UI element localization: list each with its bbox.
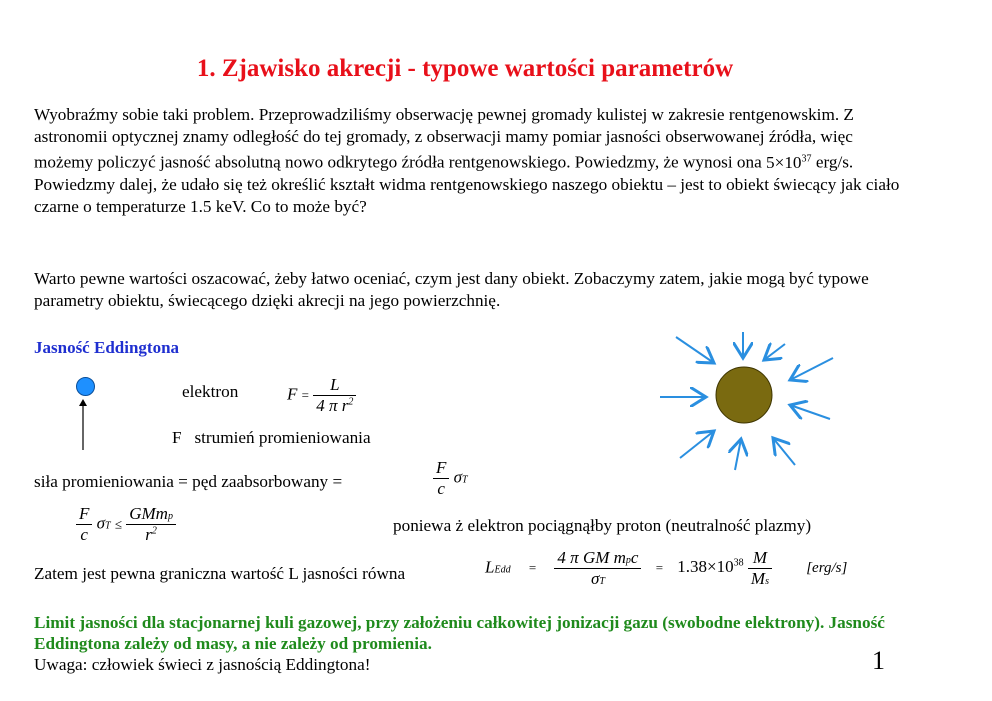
units-label: [erg/s] [806, 560, 848, 577]
arrow-icon [764, 344, 785, 360]
electron-label: elektron [182, 382, 239, 401]
intro-text-1: Wyobraźmy sobie taki problem. Przeprowadziliśmy obserwację pewnej gromady kulistej w zakresie rentgenowskim. Z astronomii optycznej znamy odległość do tej gromady, z obserwacji mamy pomiar jasności obserwowanej źródła, więc możemy policzyć jasność absolutną nowo odkrytego źródła rentgenowskiego. Powiedzmy, że wynosi ona [34, 105, 854, 172]
arrow-icon [680, 431, 714, 458]
note-text: Uwaga: człowiek świeci z jasnością Eddingtona! [34, 655, 371, 674]
neutrality-text: poniewa ż elektron pociągnąłby proton (neutralność plazmy) [393, 516, 812, 535]
inequality-formula: $\frac{F}{c}$ σT ≤ $\frac{\text{GMmp}}{r^2}$ [76, 504, 176, 545]
intro-text-2: erg/s. Powiedzmy dalej, że udało się też określić kształt widma rentgenowskiego naszego obiektu – jest to obiekt świecący jak ciało czarne o temperaturze 1.5 keV. Co to może być? [34, 152, 900, 216]
intro-paragraph-2: Warto pewne wartości oszacować, żeby łatwo oceniać, czym jest dany obiekt. Zobaczymy zatem, jakie mogą być typowe parametry obiektu, świecącego dzięki akrecji na jego powierzchnię. [34, 269, 869, 310]
eddington-formula: LEdd = $\frac{\text{4 π GM mpc}}{\sigma T}$ = $1.38\times 10^{38}$ $\frac{M}{Ms}$ [erg/s] [485, 548, 848, 588]
star-icon [716, 367, 772, 423]
flux-arrow-icon [76, 398, 92, 452]
accretion-diagram [650, 330, 850, 480]
electron-dot [76, 377, 95, 396]
flux-formula: F = $\frac{L}{4 \pi r^2}$ [287, 375, 356, 416]
arrow-icon [735, 439, 741, 470]
intro-paragraph-1 [34, 104, 914, 218]
page-number: 1 [872, 646, 885, 675]
radiation-force-formula: $\frac{F}{c}$ σT [433, 458, 468, 499]
radiation-force-text: siła promieniowania = pęd zaabsorbowany = [34, 472, 343, 491]
luminosity-value: $5\times 10^{37}$ [766, 152, 812, 172]
section-heading: Jasność Eddingtona [34, 338, 180, 357]
limit-text: Zatem jest pewna graniczna wartość L jasności równa [34, 564, 406, 583]
arrow-icon [773, 438, 795, 465]
conclusion-text: Limit jasności dla stacjonarnej kuli gazowej, przy założeniu całkowitej jonizacji gazu (swobodne elektrony). Jasność Eddingtona zależy od masy, a nie zależy od promienia. [34, 613, 885, 653]
flux-label: F strumień promieniowania [172, 428, 371, 447]
arrow-icon [790, 405, 830, 419]
arrow-icon [676, 337, 714, 363]
arrow-icon [790, 358, 833, 380]
page-title: 1. Zjawisko akrecji - typowe wartości parametrów [196, 55, 734, 82]
